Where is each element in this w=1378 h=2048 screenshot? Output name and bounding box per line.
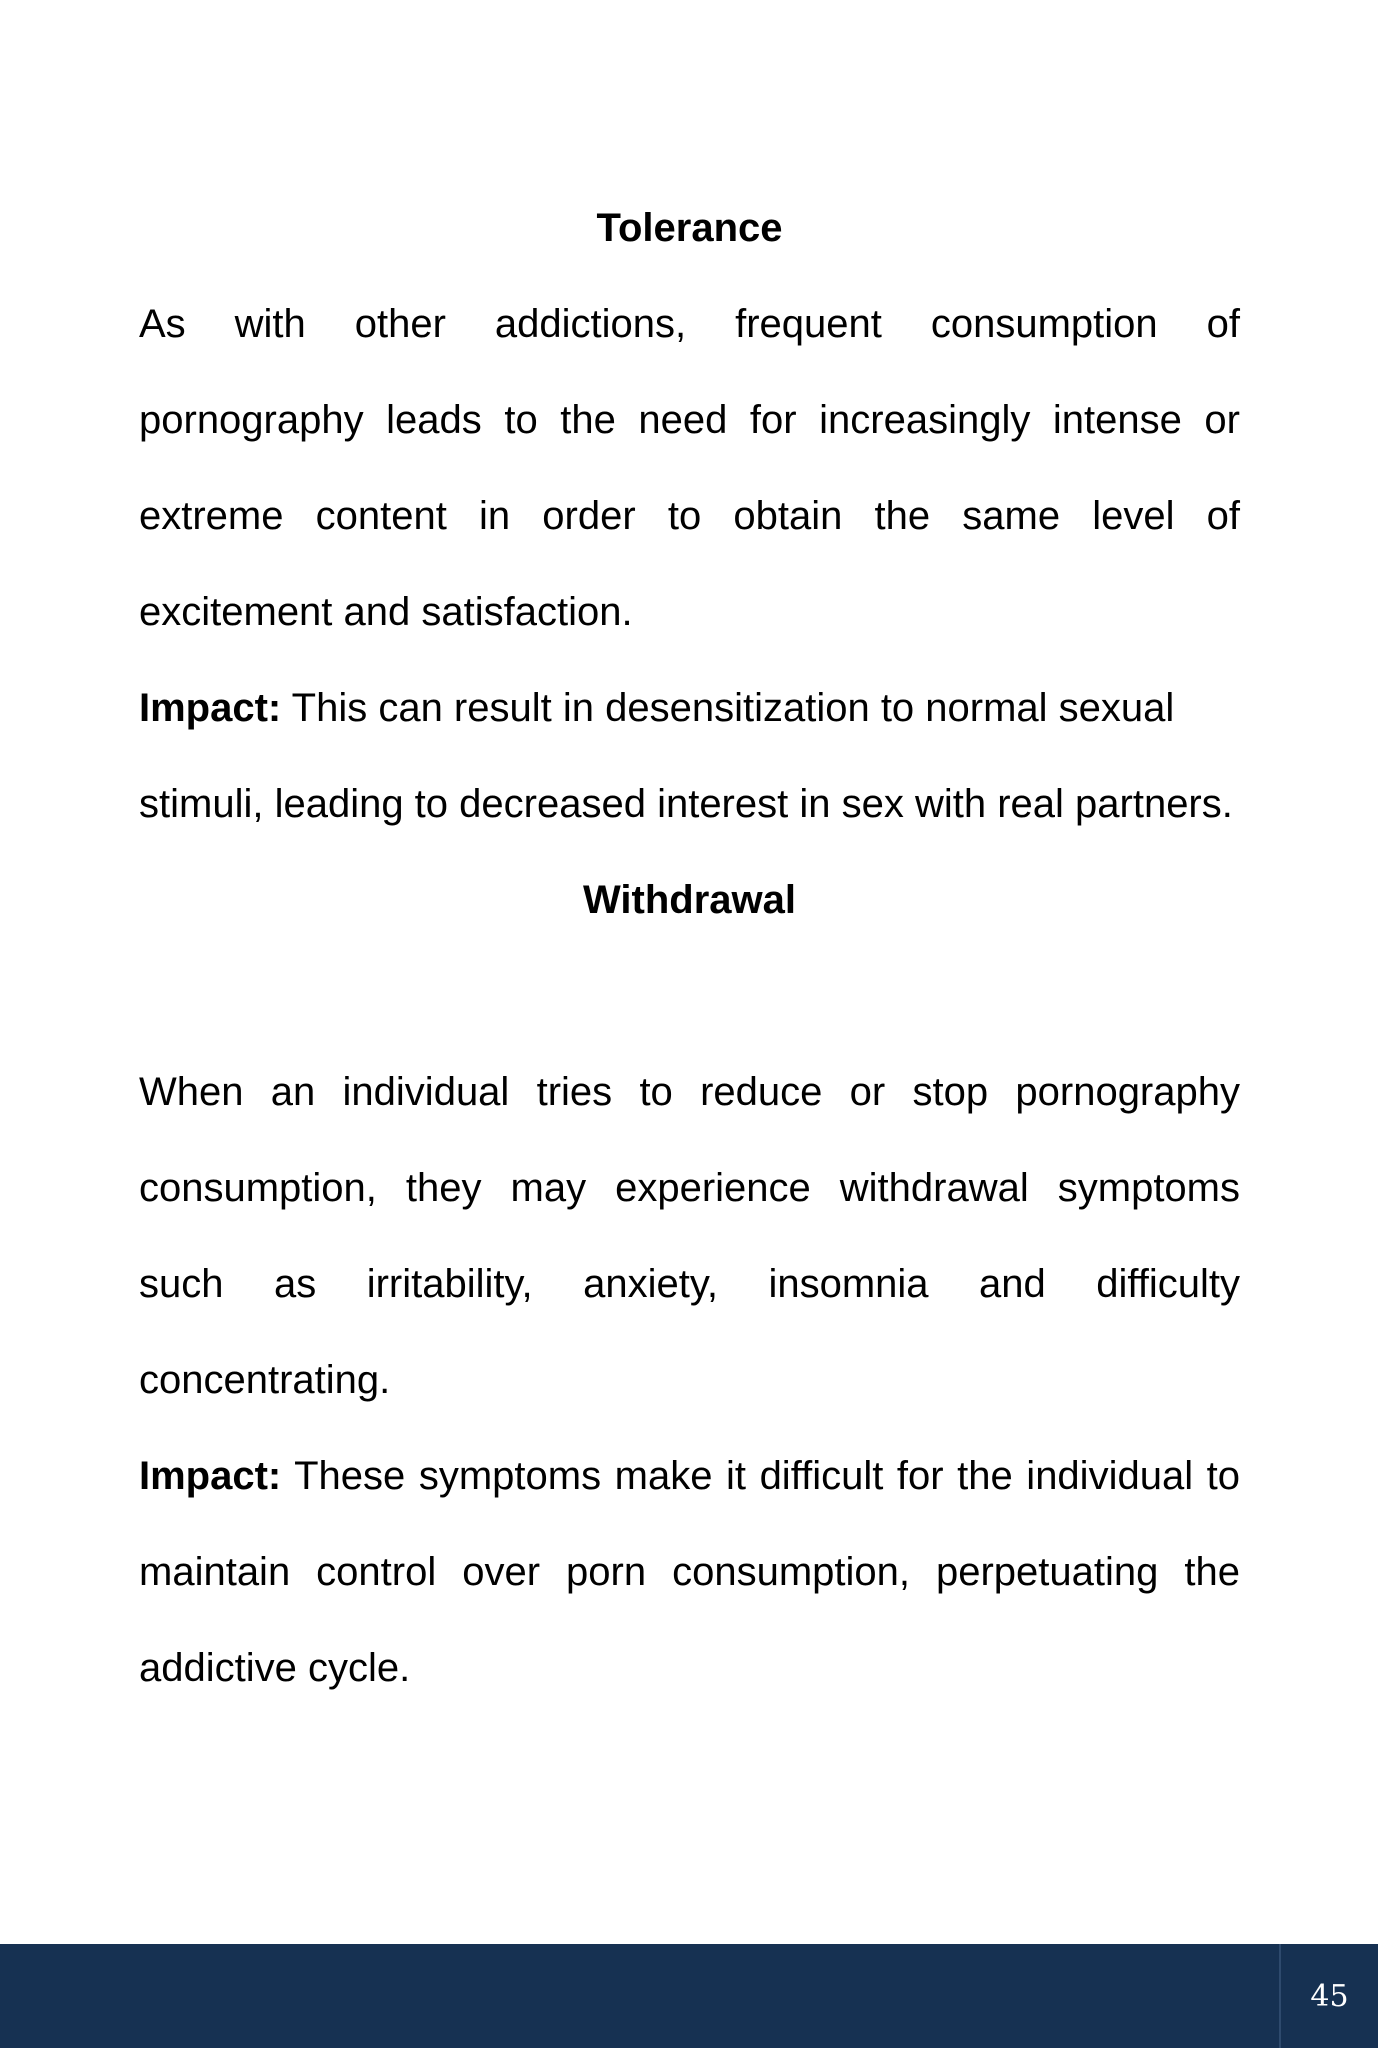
paragraph-tolerance-impact: [139, 660, 1240, 852]
impact-label: Impact:: [139, 686, 282, 730]
paragraph-withdrawal-body: When an individual tries to reduce or stop pornography consumption, they may experience withdrawal symptoms such as irritability, anxiety, insomnia and difficulty concentrating.: [139, 1070, 1240, 1402]
page-number-box: [1279, 1944, 1378, 2048]
page-content: [139, 180, 1240, 1716]
impact-label: Impact:: [139, 1454, 282, 1498]
impact-text: This can result in desensitization to normal sexual stimuli, leading to decreased interest in sex with real partners.: [139, 686, 1233, 826]
page-footer: [0, 1944, 1378, 2048]
section-heading-withdrawal: Withdrawal: [583, 878, 796, 922]
section-heading-tolerance: Tolerance: [596, 206, 783, 250]
page-number: 45: [1310, 1978, 1349, 2014]
section-spacer: [139, 948, 1240, 1044]
paragraph-tolerance-body: As with other addictions, frequent consumption of pornography leads to the need for increasingly intense or extreme content in order to obtain the same level of excitement and satisfaction.: [139, 302, 1240, 634]
paragraph-withdrawal-impact: [139, 1428, 1240, 1716]
impact-text: These symptoms make it difficult for the individual to maintain control over porn consumption, perpetuating the addictive cycle.: [139, 1454, 1240, 1690]
